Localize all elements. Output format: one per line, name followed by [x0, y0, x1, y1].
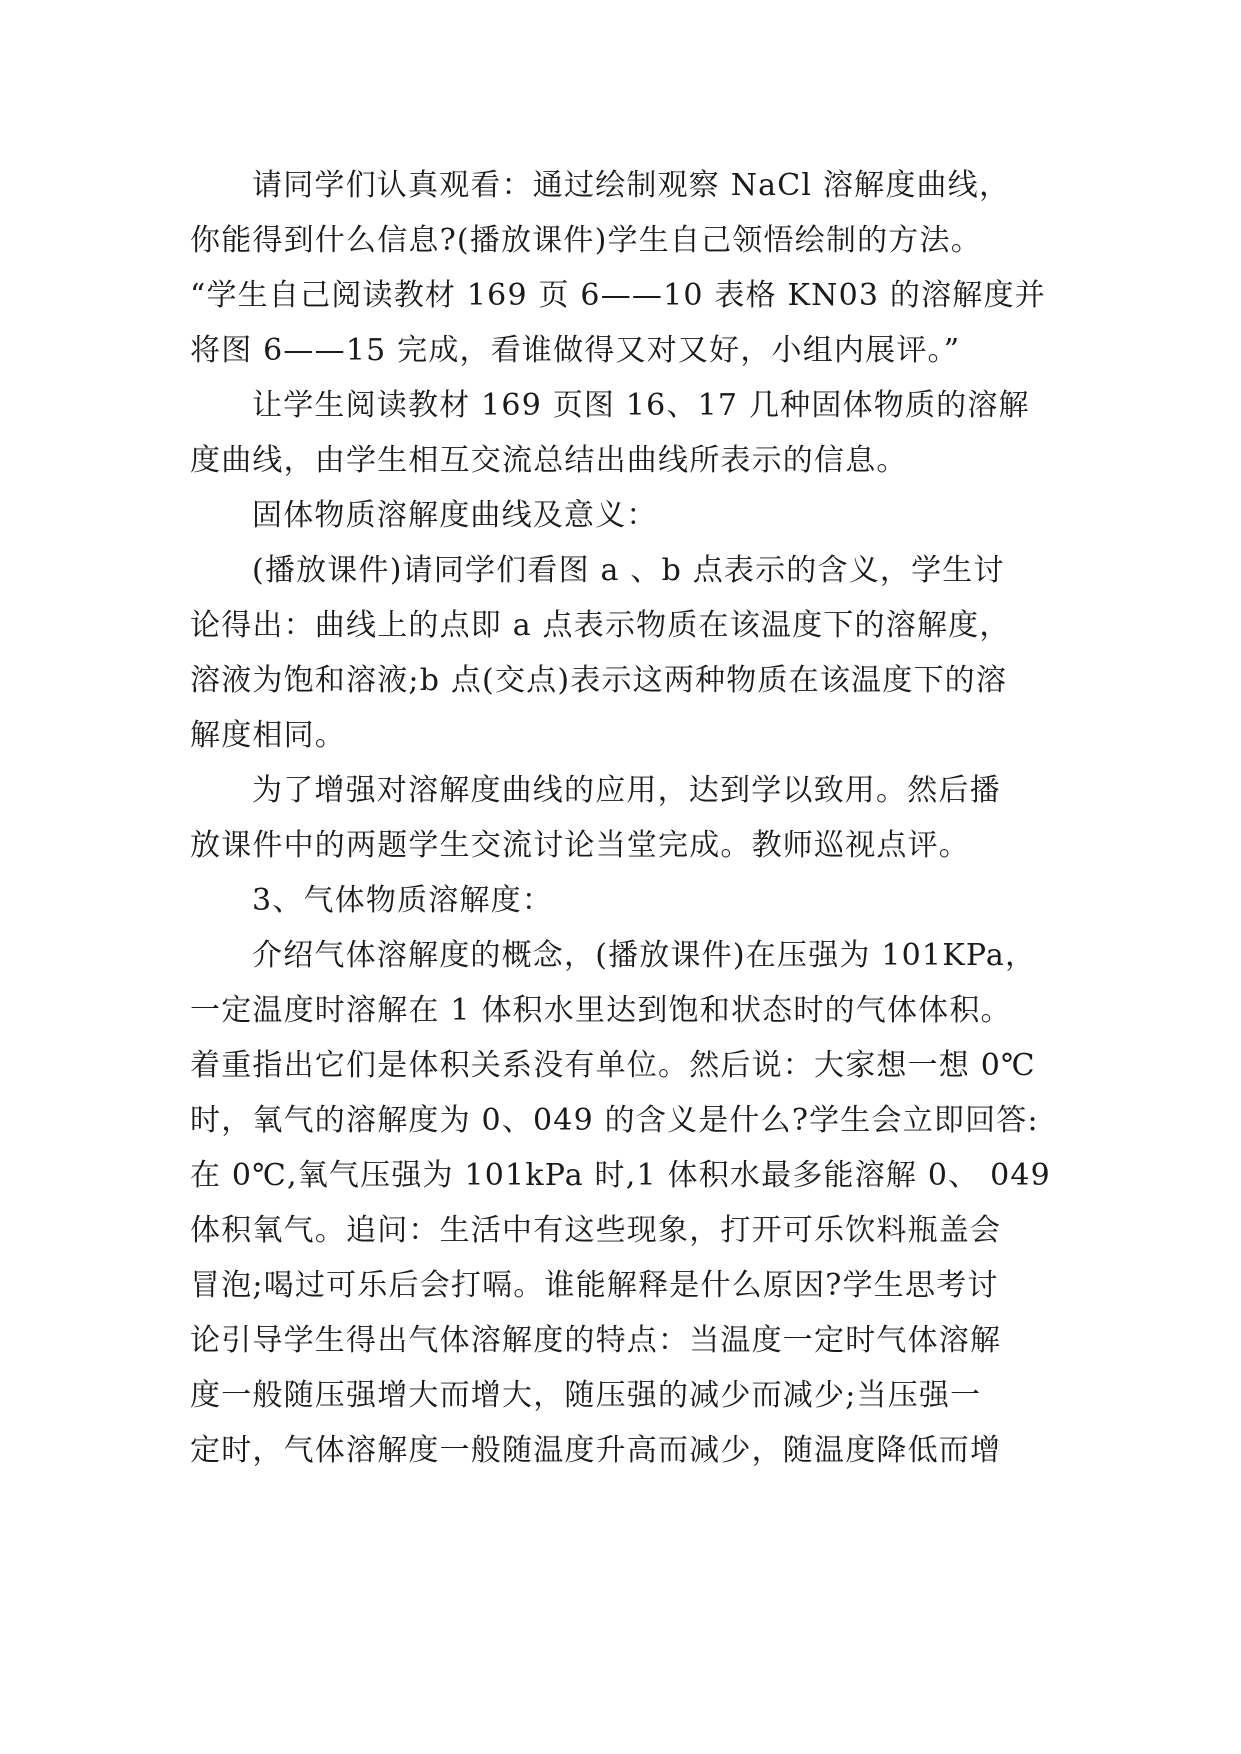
text-line: “学生自己阅读教材 169 页 6——10 表格 KN03 的溶解度并: [190, 278, 1046, 313]
text-line: 介绍气体溶解度的概念，(播放课件)在压强为 101KPa，: [252, 938, 1037, 973]
text-line: 你能得到什么信息?(播放课件)学生自己领悟绘制的方法。: [190, 223, 982, 258]
text-line: 为了增强对溶解度曲线的应用，达到学以致用。然后播: [252, 773, 1001, 808]
text-line: 定时，气体溶解度一般随温度升高而减少，随温度降低而增: [190, 1433, 1002, 1468]
text-line: 度曲线，由学生相互交流总结出曲线所表示的信息。: [190, 443, 908, 478]
text-line: 着重指出它们是体积关系没有单位。然后说：大家想一想 0℃: [190, 1048, 1036, 1083]
text-line: 论引导学生得出气体溶解度的特点：当温度一定时气体溶解: [190, 1323, 1002, 1358]
text-line: 一定温度时溶解在 1 体积水里达到饱和状态时的气体体积。: [190, 993, 1012, 1028]
text-line: (播放课件)请同学们看图 a 、b 点表示的含义，学生讨: [252, 553, 1005, 588]
text-line: 请同学们认真观看：通过绘制观察 NaCl 溶解度曲线，: [252, 168, 1011, 203]
text-line: 度一般随压强增大而增大，随压强的减少而减少;当压强一: [190, 1378, 982, 1413]
document-body: [190, 158, 1080, 1478]
text-line: 3、气体物质溶解度：: [252, 883, 554, 918]
text-line: 时，氧气的溶解度为 0、049 的含义是什么?学生会立即回答:: [190, 1103, 1039, 1138]
text-line: 固体物质溶解度曲线及意义：: [252, 498, 658, 533]
text-line: 让学生阅读教材 169 页图 16、17 几种固体物质的溶解: [252, 388, 1030, 423]
text-line: 体积氧气。追问：生活中有这些现象，打开可乐饮料瓶盖会: [190, 1213, 1002, 1248]
text-line: 解度相同。: [190, 718, 346, 753]
text-line: 溶液为饱和溶液;b 点(交点)表示这两种物质在该温度下的溶: [190, 663, 1008, 698]
text-line: 在 0℃,氧气压强为 101kPa 时,1 体积水最多能溶解 0、 049: [190, 1158, 1051, 1193]
text-line: 论得出：曲线上的点即 a 点表示物质在该温度下的溶解度，: [190, 608, 1011, 643]
text-line: 将图 6——15 完成，看谁做得又对又好，小组内展评。”: [190, 333, 961, 368]
text-line: 放课件中的两题学生交流讨论当堂完成。教师巡视点评。: [190, 828, 970, 863]
text-line: 冒泡;喝过可乐后会打嗝。谁能解释是什么原因?学生思考讨: [190, 1268, 999, 1303]
